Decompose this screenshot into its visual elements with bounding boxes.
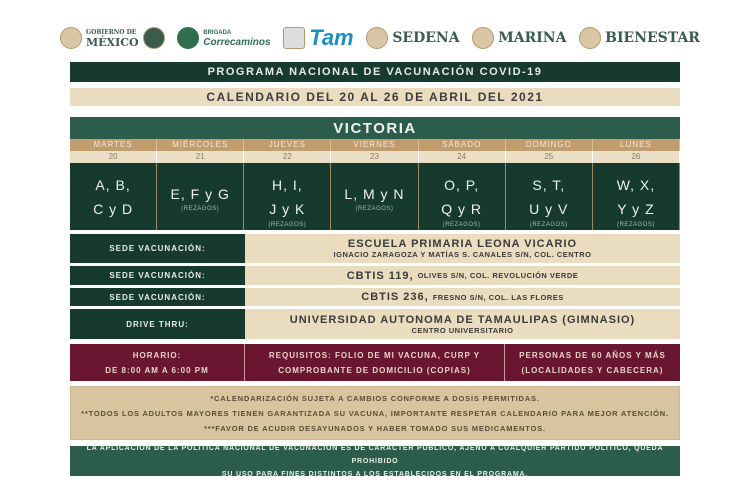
day-name: DOMINGO	[506, 139, 593, 151]
legal-footer	[70, 446, 680, 476]
site-address: IGNACIO ZARAGOZA Y MATÍAS S. CANALES S/N, COL. CENTRO	[333, 250, 592, 259]
site-label: SEDE VACUNACIÓN:	[70, 288, 245, 306]
shield-icon	[283, 27, 305, 49]
day-name: JUEVES	[244, 139, 331, 151]
day-group-cell	[419, 163, 506, 230]
letters-line: W, X,	[616, 176, 656, 193]
site-address: OLIVES S/N, COL. REVOLUCIÓN VERDE	[417, 271, 579, 280]
logo-text: BIENESTAR	[605, 30, 700, 46]
day-date: 21	[157, 151, 244, 163]
site-name: UNIVERSIDAD AUTONOMA DE TAMAULIPAS (GIMNASIO)	[289, 313, 636, 326]
tam-logo	[283, 25, 353, 51]
day-date: 25	[506, 151, 593, 163]
program-title: PROGRAMA NACIONAL DE VACUNACIÓN COVID-19	[70, 62, 680, 82]
day-group-cell	[70, 163, 157, 230]
seal-icon	[472, 27, 494, 49]
audience-line: PERSONAS DE 60 AÑOS Y MÁS	[519, 350, 666, 360]
note: ***FAVOR DE ACUDIR DESAYUNADOS Y HABER TOMADO SUS MEDICAMENTOS.	[204, 423, 546, 433]
letters-line: A, B,	[95, 176, 131, 193]
site-name: CBTIS 119,	[346, 269, 414, 282]
note: **TODOS LOS ADULTOS MAYORES TIENEN GARANTIZADA SU VACUNA, IMPORTANTE RESPETAR CALENDARIO PARA MEJOR ATENCIÓN.	[81, 408, 669, 418]
brigada-logo	[177, 27, 270, 49]
schedule-label: HORARIO:	[132, 350, 182, 360]
note: *CALENDARIZACIÓN SUJETA A CAMBIOS CONFORME A DOSIS PERMITIDAS.	[210, 393, 540, 403]
rezagos-note: (REZAGOS)	[355, 205, 394, 212]
site-row	[70, 266, 680, 285]
letters-line: L, M y N	[344, 185, 405, 202]
logo-text: BRIGADA	[203, 30, 232, 36]
site-name: ESCUELA PRIMARIA LEONA VICARIO	[347, 238, 578, 250]
site-label: DRIVE THRU:	[70, 309, 245, 339]
rezagos-note: (REZAGOS)	[268, 222, 307, 228]
logo-text: GOBIERNO DE	[86, 29, 137, 36]
letters-line: O, P,	[444, 176, 480, 193]
calendar-title: CALENDARIO DEL 20 AL 26 DE ABRIL DEL 2021	[70, 88, 680, 106]
day-name: MARTES	[70, 139, 157, 151]
requirements-line: REQUISITOS: FOLIO DE MI VACUNA, CURP Y	[268, 350, 481, 360]
requirements-line: COMPROBANTE DE DOMICILIO (COPIAS)	[278, 365, 471, 375]
day-date: 24	[419, 151, 506, 163]
letters-line: U y V	[529, 200, 569, 217]
logo-text: SEDENA	[392, 30, 460, 46]
day-group-cell	[157, 163, 244, 230]
letters-line: Q y R	[441, 200, 483, 217]
letters-line: C y D	[93, 200, 134, 217]
footer-line: LA APLICACIÓN DE LA POLÍTICA NACIONAL DE VACUNACIÓN ES DE CARÁCTER PÚBLICO, AJENO A CUALQUIER PARTIDO POLÍTICO, QUEDA PROHIBIDO	[86, 444, 664, 465]
day-name: MIÉRCOLES	[157, 139, 244, 151]
letters-line: H, I,	[272, 176, 303, 193]
site-row	[70, 288, 680, 306]
seal-icon	[579, 27, 601, 49]
schedule-value: DE 8:00 AM A 6:00 PM	[105, 365, 209, 375]
day-groups-row	[70, 163, 680, 230]
letters-line: J y K	[269, 200, 306, 217]
sedena-logo	[366, 27, 459, 49]
bird-icon	[177, 27, 199, 49]
notes-box	[70, 386, 680, 440]
logo-text: Correcaminos	[203, 37, 271, 48]
city-title: VICTORIA	[70, 117, 680, 139]
day-date: 23	[331, 151, 418, 163]
seal-icon	[366, 27, 388, 49]
day-name: VIERNES	[331, 139, 418, 151]
site-label: SEDE VACUNACIÓN:	[70, 234, 245, 263]
day-group-cell	[331, 163, 418, 230]
day-name: SÁBADO	[419, 139, 506, 151]
footer-line: SU USO PARA FINES DISTINTOS A LOS ESTABLECIDOS EN EL PROGRAMA.	[221, 470, 529, 478]
marina-logo	[472, 27, 566, 49]
day-name: LUNES	[593, 139, 680, 151]
rezagos-note: (REZAGOS)	[442, 222, 481, 228]
logo-text: MARINA	[498, 30, 567, 46]
rezagos-note: (REZAGOS)	[181, 205, 220, 212]
day-date: 26	[593, 151, 680, 163]
audience	[505, 344, 680, 381]
logo-text: MÉXICO	[86, 36, 139, 49]
info-bar	[70, 344, 680, 381]
site-row	[70, 234, 680, 263]
day-group-cell	[506, 163, 593, 230]
seal-icon	[143, 27, 165, 49]
letters-line: Y y Z	[617, 200, 655, 217]
rezagos-note: (REZAGOS)	[617, 222, 655, 228]
site-label: SEDE VACUNACIÓN:	[70, 266, 245, 285]
letters-line: S, T,	[532, 176, 566, 193]
site-address: CENTRO UNIVERSITARIO	[411, 325, 514, 335]
day-date: 22	[244, 151, 331, 163]
schedule	[70, 344, 245, 381]
drive-thru-row	[70, 309, 680, 339]
site-name: CBTIS 236,	[361, 291, 429, 303]
logo-text: Tam	[309, 25, 354, 50]
requirements	[245, 344, 505, 381]
site-address: FRESNO S/N, COL. LAS FLORES	[432, 292, 564, 302]
audience-line: (LOCALIDADES Y CABECERA)	[521, 365, 664, 375]
day-date: 20	[70, 151, 157, 163]
bienestar-logo	[579, 27, 700, 49]
gobierno-mexico-logo	[60, 27, 165, 49]
day-group-cell	[593, 163, 680, 230]
logo-strip	[60, 18, 700, 58]
seal-icon	[60, 27, 82, 49]
rezagos-note: (REZAGOS)	[529, 222, 568, 228]
day-dates-row	[70, 151, 680, 163]
day-names-row	[70, 139, 680, 151]
letters-line: E, F y G	[170, 185, 230, 202]
day-group-cell	[244, 163, 331, 230]
